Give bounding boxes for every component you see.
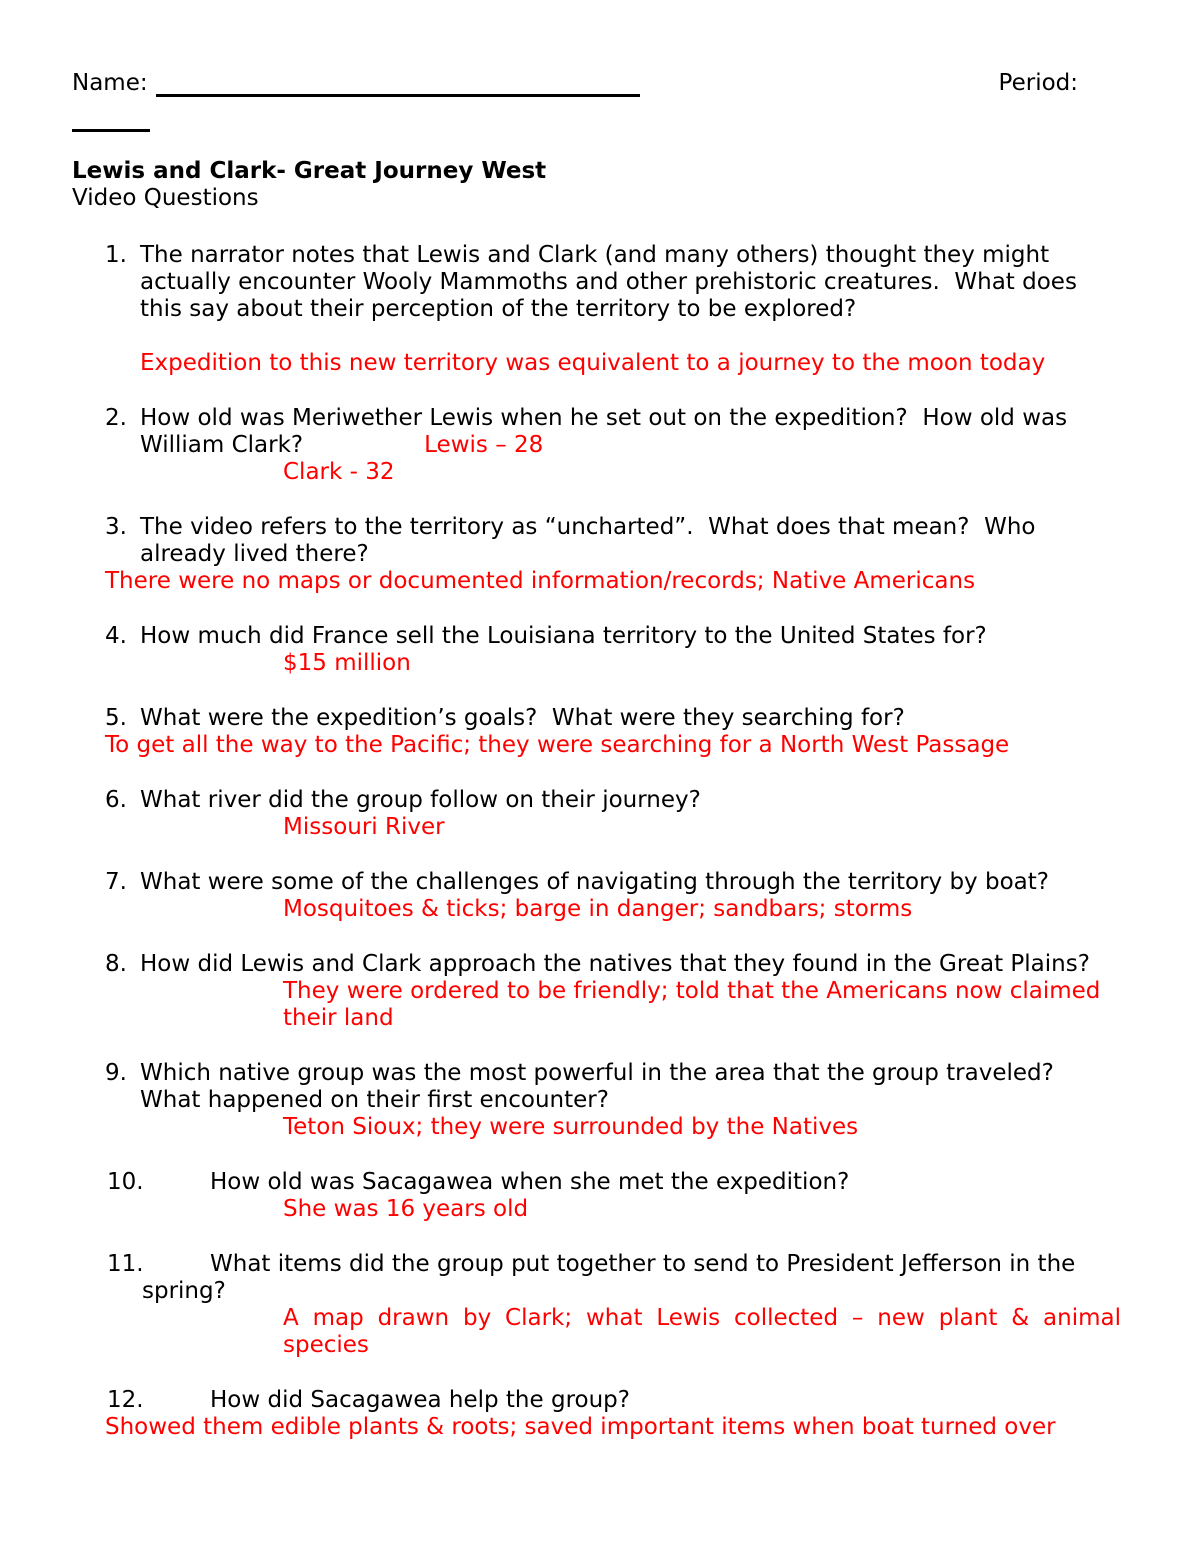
answer-text: She was 16 years old (283, 1196, 529, 1222)
document-subtitle: Video Questions (72, 185, 259, 211)
period-label: Period: (998, 70, 1078, 96)
question-number: 4. (105, 623, 127, 649)
question-number: 1. (105, 242, 127, 268)
question-block-2 (72, 405, 1128, 486)
question-number: 10. (107, 1169, 144, 1195)
question-block-11 (72, 1251, 1128, 1359)
name-blank-line-continued (72, 113, 150, 132)
question-text: How old was Meriwether Lewis when he set out on the expedition? How old was William Clark? Lewis – 28 (140, 405, 1068, 458)
worksheet-page (72, 70, 1128, 1441)
name-label: Name: (72, 70, 148, 96)
question-text: What items did the group put together to send to President Jefferson in the spring? (142, 1251, 1076, 1304)
answer-text: their land (283, 1005, 394, 1031)
answer-text: Missouri River (283, 814, 445, 840)
question-number: 7. (105, 869, 127, 895)
question-text: The video refers to the territory as “uncharted”. What does that mean? Who already lived there? (140, 514, 1036, 567)
answer-text: Expedition to this new territory was equivalent to a journey to the moon today (140, 350, 1046, 376)
question-block-8 (72, 951, 1128, 1032)
question-block-6 (72, 787, 1128, 841)
answer-text: A map drawn by Clark; what Lewis collected – new plant & animal (283, 1305, 1121, 1331)
question-block-5 (72, 705, 1128, 759)
question-block-10 (72, 1169, 1128, 1223)
question-number: 6. (105, 787, 127, 813)
question-block-12 (72, 1387, 1128, 1441)
question-number: 8. (105, 951, 127, 977)
question-text: How much did France sell the Louisiana territory to the United States for? (140, 623, 987, 649)
answer-text: To get all the way to the Pacific; they were searching for a North West Passage (105, 732, 1010, 758)
answer-text: Showed them edible plants & roots; saved important items when boat turned over (105, 1414, 1056, 1440)
question-text: What river did the group follow on their journey? (140, 787, 701, 813)
question-text: What were some of the challenges of navigating through the territory by boat? (140, 869, 1049, 895)
question-block-9 (72, 1060, 1128, 1141)
answer-text: $15 million (283, 650, 411, 676)
question-block-7 (72, 869, 1128, 923)
question-number: 5. (105, 705, 127, 731)
answer-text: Clark - 32 (283, 459, 395, 485)
question-block-1 (72, 242, 1128, 377)
answer-text: Teton Sioux; they were surrounded by the Natives (283, 1114, 859, 1140)
answer-text: There were no maps or documented information/records; Native Americans (105, 568, 976, 594)
question-block-4 (72, 623, 1128, 677)
question-text: How did Sacagawea help the group? (210, 1387, 630, 1413)
question-number: 9. (105, 1060, 127, 1086)
question-number: 3. (105, 514, 127, 540)
document-title: Lewis and Clark- Great Journey West (72, 158, 547, 184)
question-text: The narrator notes that Lewis and Clark (and many others) thought they might actually encounter Wooly Mammoths and other prehistoric creatures. What does this say about their perception of the territory to be explored? (140, 242, 1077, 322)
header (72, 70, 1128, 97)
question-number: 11. (107, 1251, 144, 1277)
answer-text: Lewis – 28 (424, 432, 544, 458)
question-text: Which native group was the most powerful in the area that the group traveled? What happened on their first encounter? (140, 1060, 1054, 1113)
answer-text: species (283, 1332, 369, 1358)
name-blank-line (156, 71, 640, 97)
question-number: 2. (105, 405, 127, 431)
question-text: How old was Sacagawea when she met the expedition? (210, 1169, 850, 1195)
question-text: How did Lewis and Clark approach the natives that they found in the Great Plains? (140, 951, 1090, 977)
answer-text: They were ordered to be friendly; told that the Americans now claimed (283, 978, 1101, 1004)
question-number: 12. (107, 1387, 144, 1413)
question-block-3 (72, 514, 1128, 595)
question-text: What were the expedition’s goals? What were they searching for? (140, 705, 905, 731)
answer-text: Mosquitoes & ticks; barge in danger; sandbars; storms (283, 896, 913, 922)
